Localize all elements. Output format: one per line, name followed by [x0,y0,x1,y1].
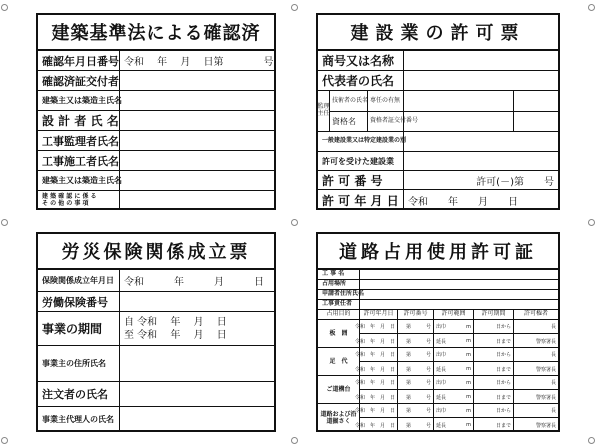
row-value [120,151,274,170]
row-label: 工 事 名 [318,270,360,279]
period-start: 自 令和 年 月 日 [124,316,227,328]
mount-hole [291,4,298,11]
row-value [120,111,274,130]
row-label: 建 築 確 認 に 係 る そ の 他 の 事 項 [38,191,120,210]
building-confirmation-board [36,13,276,210]
authority-label: 長 [550,324,556,330]
table-header [318,310,558,320]
permit-number: 第 号 [405,380,431,386]
unit-label: m [466,422,471,428]
row-label: 監理 主任 [318,91,330,131]
permit-period: 日まで [495,422,511,429]
row-label: 資格者証交付番号 [368,111,404,132]
unit-label: m [466,338,471,344]
permit-range: 延長 [436,338,447,345]
table-row [38,171,274,191]
permit-date: 令和 年 月 日 [354,394,395,401]
table-row [38,151,274,171]
permit-date: 令和 年 月 日 [354,324,395,330]
row-label: 事業の期間 [38,312,120,345]
engineer-block [318,91,558,132]
permit-period: 日から [495,352,511,358]
row-label: 代表者の氏名 [318,71,404,90]
column-header: 許可番号 [398,310,434,319]
authority-label: 長 [550,380,556,386]
table-row [318,190,558,210]
purpose-label: ご道構台 [318,376,360,403]
row-label: 確認済証交付者 [38,71,120,90]
mount-hole [588,437,595,444]
row-label: 設 計 者 氏 名 [38,111,120,130]
row-value [120,292,274,311]
row-label: 工事責任者 [318,300,360,309]
row-label: 注文者の氏名 [38,382,120,406]
column-header: 許可権者 [523,310,548,318]
mount-hole [1,219,8,226]
row-label: 事業主の住所氏名 [38,346,120,381]
purpose-label: 足 代 [318,348,360,375]
unit-label: m [466,379,471,386]
board-title: 労災保険関係成立票 [38,234,274,270]
permit-group [318,320,558,348]
table-row [38,71,274,91]
permit-group [318,404,558,432]
permit-range: 出巾 [436,380,447,386]
unit-label: m [466,366,471,372]
row-label: 技術者の氏名 [330,91,368,111]
row-label: 一般建設業又は特定建設業の別 [318,132,404,151]
permit-range: 出巾 [436,408,447,414]
row-label: 申請者住所氏名 [318,290,360,299]
road-use-permit-board [316,232,560,432]
permit-range: 延長 [436,366,447,373]
permit-period: 日から [495,324,511,330]
unit-label: m [466,351,471,358]
labor-insurance-board [36,232,276,432]
row-label: 確認年月日番号 [38,51,120,70]
period-end: 至 令和 年 月 日 [124,329,227,341]
permit-period: 日から [495,408,511,414]
permit-period: 日から [495,380,511,386]
table-row [38,270,274,292]
row-label: 労働保険番号 [38,292,120,311]
table-row [38,51,274,71]
purpose-label: 道路および沿道掘さく [318,404,360,432]
unit-label: m [466,394,471,400]
permit-date: 令和 年 月 日 [354,408,395,414]
authority-label: 警察署長 [535,422,556,429]
table-row [38,131,274,151]
permit-date: 令和 年 月 日 [354,352,395,358]
permit-range: 出巾 [436,324,447,330]
purpose-label: 板 囲 [318,320,360,347]
row-label: 商号又は名称 [318,51,404,70]
permit-period: 日まで [495,394,511,401]
permit-number: 第 号 [405,422,431,429]
board-title: 建設業の許可票 [318,15,558,51]
unit-label: m [466,323,471,330]
row-label: 事業主代理人の氏名 [38,407,120,432]
table-row [38,382,274,407]
permit-number: 第 号 [405,352,431,358]
permit-range: 延長 [436,394,447,401]
permit-date: 令和 年 月 日 [354,422,395,429]
table-row [318,132,558,152]
column-header: 許可範囲 [434,310,474,319]
board-title: 建築基準法による確認済 [38,15,274,51]
table-row [318,51,558,71]
mount-hole [291,219,298,226]
row-label: 許可を受けた建設業 [318,152,404,170]
row-value [120,407,274,432]
row-label: 許 可 年 月 日 [318,190,404,210]
table-row [318,270,558,280]
permit-period: 日まで [495,366,511,373]
permit-number: 第 号 [405,324,431,330]
table-row [318,300,558,310]
permit-group [318,376,558,404]
mount-hole [588,219,595,226]
table-row [318,171,558,190]
permit-date: 令和 年 月 日 [354,366,395,373]
table-row [318,280,558,290]
mount-hole [1,4,8,11]
row-label: 工事監理者氏名 [38,131,120,150]
mount-hole [291,437,298,444]
permit-range: 出巾 [436,352,447,358]
permit-period: 日まで [495,338,511,345]
table-row [38,292,274,312]
column-header: 許可年月日 [360,310,398,319]
permit-range: 延長 [436,422,447,429]
row-value [120,131,274,150]
row-label: 保険関係成立年月日 [38,270,120,291]
row-label: 専任の有無 [368,91,404,111]
row-label: 建築主又は築造主氏名 [38,91,120,110]
permit-number: 第 号 [405,366,431,373]
permit-date: 令和 年 月 日 [354,338,395,345]
row-label: 占用場所 [318,280,360,289]
permit-number: 第 号 [405,408,431,414]
row-label: 建築主又は築造主氏名 [38,171,120,190]
row-value [120,71,274,90]
row-value [120,346,274,381]
authority-label: 警察署長 [535,394,556,401]
row-label: 許 可 番 号 [318,171,404,189]
column-header: 許可期間 [474,310,514,319]
row-value [120,91,274,110]
authority-label: 長 [550,408,556,414]
row-value: 令和 年 月 日 [408,196,518,208]
unit-label: m [466,407,471,414]
mount-hole [588,4,595,11]
permit-date: 令和 年 月 日 [354,380,395,386]
table-row [38,407,274,432]
permit-group [318,348,558,376]
permit-number: 第 号 [405,338,431,345]
row-label: 資格名 [330,111,368,132]
table-row [38,346,274,382]
row-value [120,171,274,190]
table-row [318,71,558,91]
table-row [38,191,274,210]
authority-label: 長 [550,352,556,358]
row-value [120,382,274,406]
row-value: 令和 年 月 日 [124,277,264,288]
table-row [38,312,274,346]
construction-permit-board [316,13,560,210]
authority-label: 警察署長 [535,366,556,373]
permit-number: 第 号 [405,394,431,401]
row-value [120,191,274,210]
board-title: 道路占用使用許可証 [318,234,558,270]
table-row [38,111,274,131]
table-row [318,290,558,300]
row-value: 令和 年 月 日第 号 [124,57,274,68]
authority-label: 警察署長 [535,338,556,345]
table-row [318,152,558,171]
row-label: 工事施工者氏名 [38,151,120,170]
mount-hole [1,437,8,444]
table-row [38,91,274,111]
row-value: 許可(－)第 号 [476,176,554,188]
column-header: 占用目的 [318,310,360,319]
